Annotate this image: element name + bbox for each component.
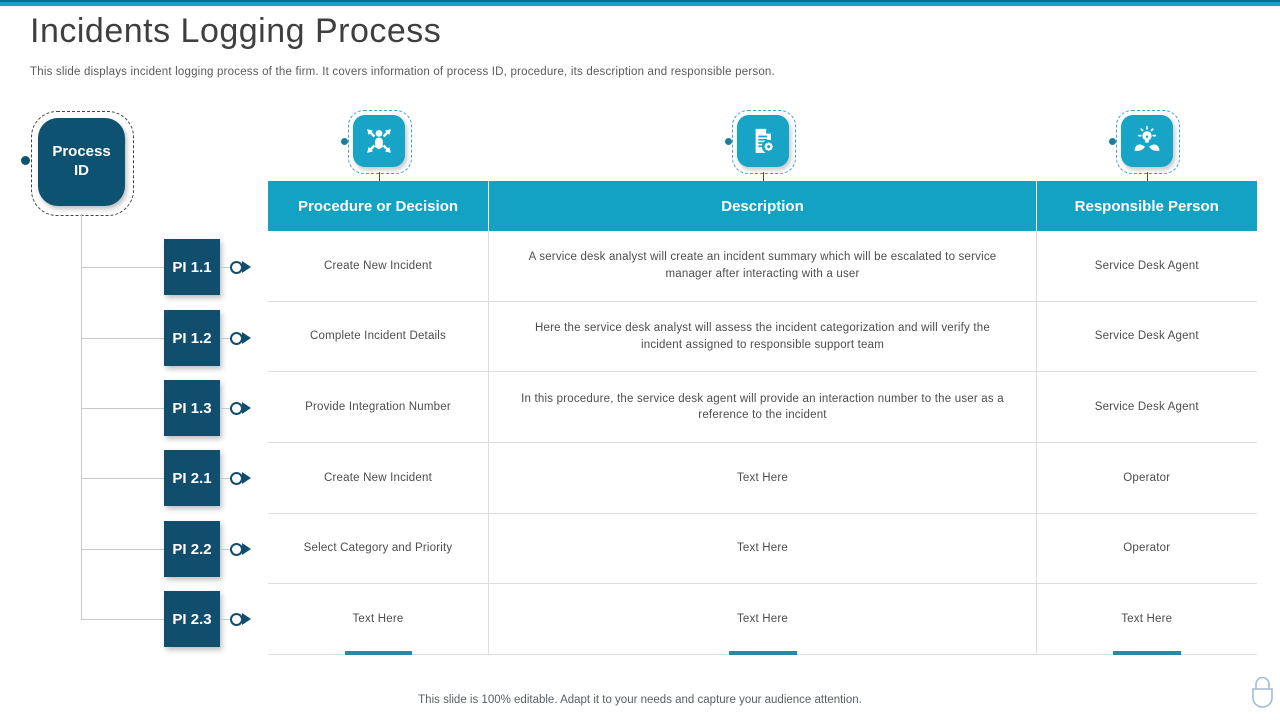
cell-procedure: Complete Incident Details [268,302,489,372]
pi-connector-line [220,267,230,268]
icon-anchor-dot [1109,138,1116,145]
pi-connector-line [220,549,230,550]
person-arrows-icon [353,115,405,167]
pi-arrow-marker [242,261,251,273]
connector-branch-line [81,408,164,409]
connector-branch-line [81,267,164,268]
pi-connector-line [220,338,230,339]
table-row [268,302,1257,373]
icon-anchor-dot [725,138,732,145]
table-row [268,584,1257,654]
connector-branch-line [81,478,164,479]
header-responsible: Responsible Person [1074,197,1219,215]
process-id-node: PI 1.2 [164,310,220,366]
cell-description: Text Here [489,584,1037,654]
pi-arrow-marker [242,402,251,414]
icon-stem-line [379,172,380,181]
table-body [268,231,1257,655]
pi-arrow-marker [242,613,251,625]
cell-description: In this procedure, the service desk agent will provide an interaction number to the user as a reference to the incident [489,372,1037,442]
lock-icon [1246,672,1278,717]
cell-procedure: Select Category and Priority [268,514,489,584]
cell-responsible: Service Desk Agent [1094,259,1199,272]
table-row [268,514,1257,585]
icon-stem-line [763,172,764,181]
process-table [268,181,1257,655]
column-underline-accent [1113,651,1181,655]
table-row [268,372,1257,443]
table-row [268,231,1257,302]
footer-note: This slide is 100% editable. Adapt it to your needs and capture your audience attention. [418,694,862,706]
cell-description: Text Here [489,514,1037,584]
process-id-node: PI 1.1 [164,239,220,295]
process-id-node: PI 2.2 [164,521,220,577]
process-id-node: PI 2.1 [164,450,220,506]
cell-responsible: Text Here [1121,612,1173,625]
cell-responsible: Service Desk Agent [1094,400,1199,413]
process-id-node: PI 1.3 [164,380,220,436]
process-id-box: Process ID [38,118,125,206]
connector-branch-line [81,338,164,339]
table-header-row [268,181,1257,231]
pi-arrow-marker [242,543,251,555]
header-procedure: Procedure or Decision [268,181,489,231]
cell-description: Text Here [489,443,1037,513]
top-accent-bar [0,0,1280,6]
process-id-node: PI 2.3 [164,591,220,647]
icon-anchor-dot [341,138,348,145]
pi-connector-line [220,408,230,409]
connector-branch-line [81,549,164,550]
document-gear-icon [737,115,789,167]
column-underline-accent [345,651,412,655]
hands-lightbulb-icon [1121,115,1173,167]
cell-responsible: Service Desk Agent [1094,330,1199,343]
page-title: Incidents Logging Process [30,12,442,50]
cell-procedure: Create New Incident [268,231,489,301]
cell-responsible: Operator [1123,542,1171,555]
pi-arrow-marker [242,332,251,344]
cell-responsible: Operator [1123,471,1171,484]
page-subtitle: This slide displays incident logging process of the firm. It covers information of process ID, procedure, its description and responsible person. [30,66,775,78]
cell-description: Here the service desk analyst will assess the incident categorization and will verify the incident assigned to responsible support team [489,302,1037,372]
cell-procedure: Create New Incident [268,443,489,513]
process-id-anchor-dot [21,156,30,165]
cell-procedure: Provide Integration Number [268,372,489,442]
cell-description: A service desk analyst will create an incident summary which will be escalated to service manager after interacting with a user [489,231,1037,301]
icon-stem-line [1147,172,1148,181]
pi-connector-line [220,478,230,479]
pi-arrow-marker [242,472,251,484]
cell-procedure: Text Here [268,584,489,654]
pi-connector-line [220,619,230,620]
table-row [268,443,1257,514]
connector-trunk-line [81,214,82,620]
header-description: Description [489,181,1037,231]
connector-branch-line [81,619,164,620]
column-underline-accent [729,651,797,655]
